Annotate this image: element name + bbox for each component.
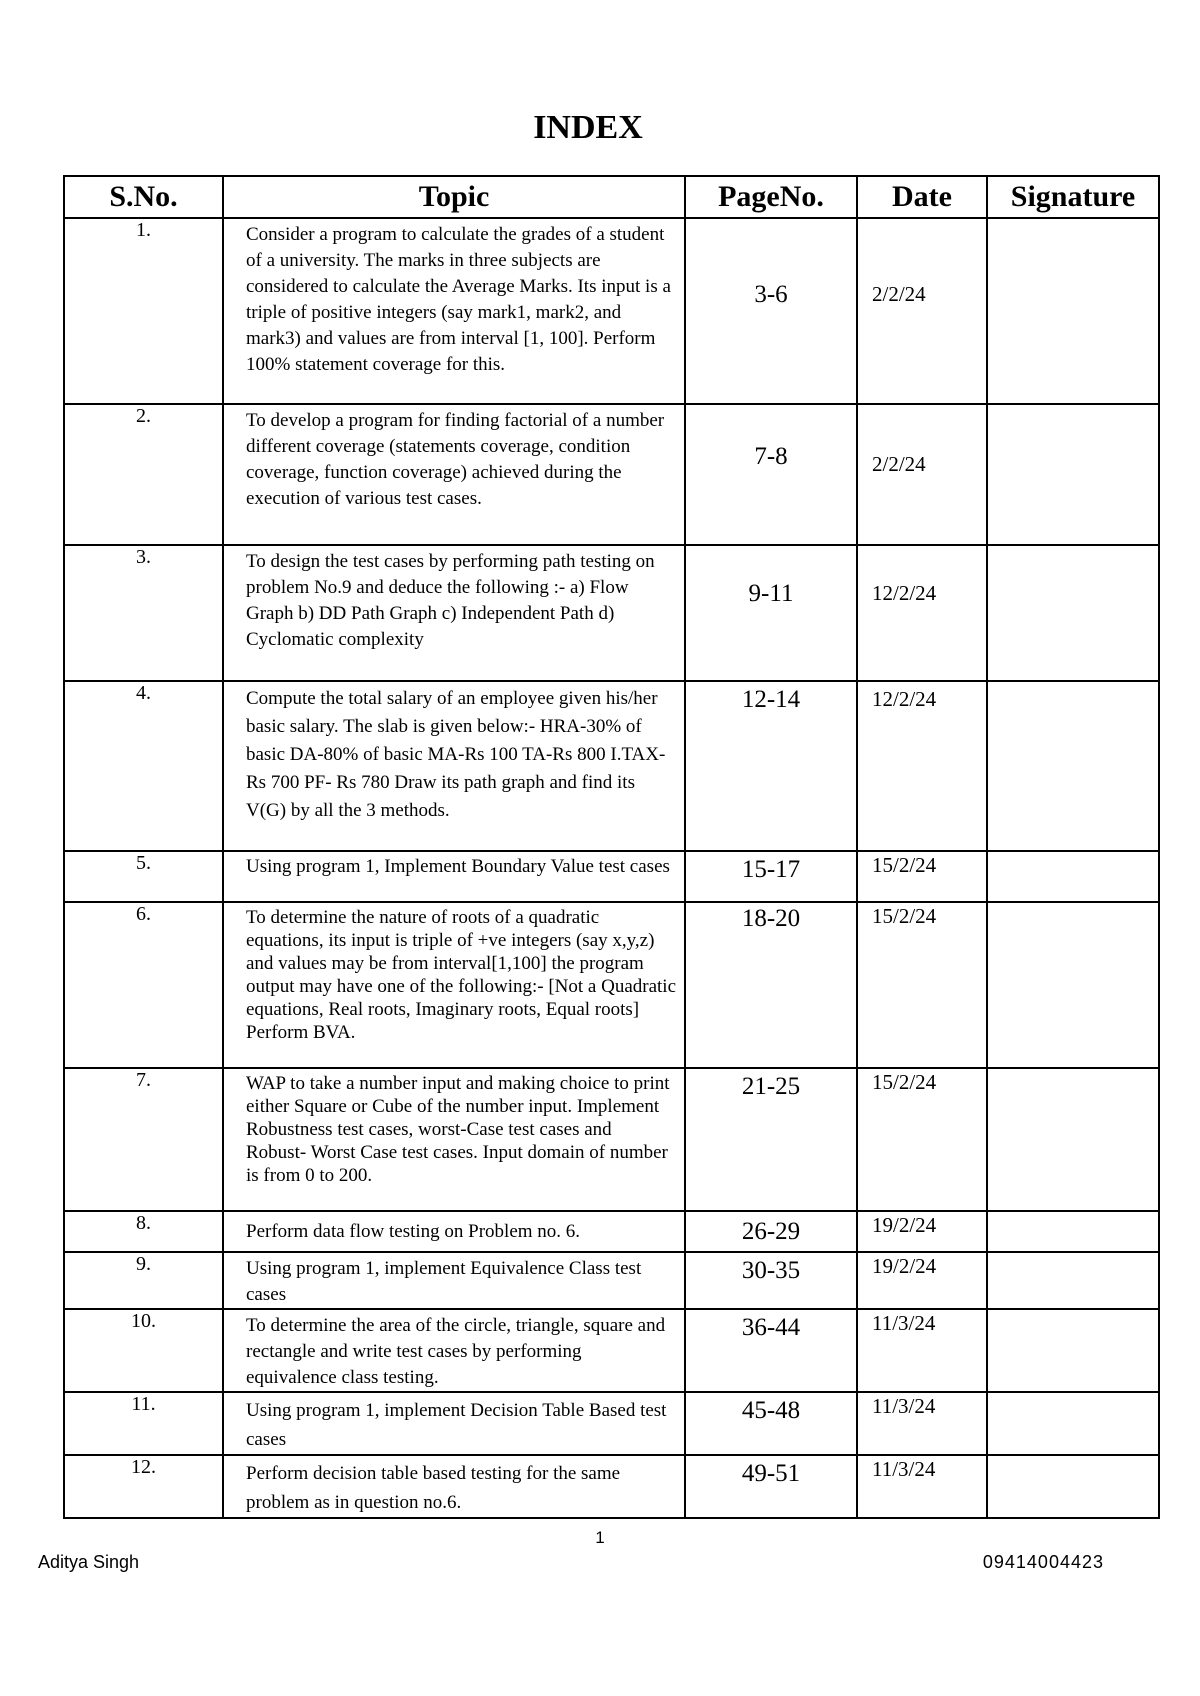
row-date: 15/2/24 (857, 851, 987, 902)
table-row (64, 681, 1159, 851)
row-sno: 11. (64, 1392, 223, 1455)
header-sno: S.No. (64, 176, 223, 218)
table-row (64, 1211, 1159, 1252)
row-topic: To develop a program for finding factorial of a number different coverage (statements coverage, condition coverage, function coverage) achieved during the execution of various test cases. (223, 404, 685, 545)
row-signature (987, 681, 1159, 851)
header-topic: Topic (223, 176, 685, 218)
table-row (64, 1068, 1159, 1211)
row-signature (987, 902, 1159, 1068)
row-date: 15/2/24 (857, 1068, 987, 1211)
row-signature (987, 1455, 1159, 1518)
page-title: INDEX (533, 109, 643, 146)
row-sno: 10. (64, 1309, 223, 1392)
table-row (64, 404, 1159, 545)
header-page: PageNo. (685, 176, 857, 218)
row-signature (987, 218, 1159, 404)
row-sno: 9. (64, 1252, 223, 1309)
table-row (64, 851, 1159, 902)
row-page: 7-8 (685, 404, 857, 545)
row-topic: Using program 1, implement Decision Table Based test cases (223, 1392, 685, 1455)
row-topic: Perform data flow testing on Problem no. 6. (223, 1211, 685, 1252)
row-date: 15/2/24 (857, 902, 987, 1068)
row-sno: 1. (64, 218, 223, 404)
row-page: 26-29 (685, 1211, 857, 1252)
row-topic: Consider a program to calculate the grades of a student of a university. The marks in three subjects are considered to calculate the Average Marks. Its input is a triple of positive integers (say mark1, mark2, and mark3) and values are from interval [1, 100]. Perform 100% statement coverage for this. (223, 218, 685, 404)
row-page: 15-17 (685, 851, 857, 902)
row-date: 2/2/24 (857, 404, 987, 545)
row-sno: 6. (64, 902, 223, 1068)
header-signature: Signature (987, 176, 1159, 218)
row-signature (987, 1068, 1159, 1211)
row-sno: 3. (64, 545, 223, 681)
row-date: 12/2/24 (857, 681, 987, 851)
row-sno: 8. (64, 1211, 223, 1252)
row-date: 19/2/24 (857, 1252, 987, 1309)
row-page: 18-20 (685, 902, 857, 1068)
row-signature (987, 545, 1159, 681)
table-row (64, 1252, 1159, 1309)
row-topic: To determine the area of the circle, triangle, square and rectangle and write test cases by performing equivalence class testing. (223, 1309, 685, 1392)
row-date: 2/2/24 (857, 218, 987, 404)
row-page: 3-6 (685, 218, 857, 404)
row-page: 21-25 (685, 1068, 857, 1211)
row-signature (987, 1252, 1159, 1309)
row-topic: To determine the nature of roots of a quadratic equations, its input is triple of +ve integers (say x,y,z) and values may be from interval[1,100] the program output may have one of the following:- [Not a Quadratic equations, Real roots, Imaginary roots, Equal roots] Perform BVA. (223, 902, 685, 1068)
author-phone: 09414004423 (982, 1552, 1104, 1572)
row-signature (987, 1211, 1159, 1252)
index-table (63, 175, 1160, 1519)
row-page: 9-11 (685, 545, 857, 681)
row-sno: 4. (64, 681, 223, 851)
row-sno: 12. (64, 1455, 223, 1518)
author-name: Aditya Singh (38, 1552, 140, 1572)
row-signature (987, 1392, 1159, 1455)
row-topic: WAP to take a number input and making choice to print either Square or Cube of the number input. Implement Robustness test cases, worst-Case test cases and Robust- Worst Case test cases. Input domain of number is from 0 to 200. (223, 1068, 685, 1211)
table-row (64, 1309, 1159, 1392)
row-signature (987, 1309, 1159, 1392)
row-page: 45-48 (685, 1392, 857, 1455)
page-number: 1 (595, 1528, 605, 1547)
row-topic: Perform decision table based testing for the same problem as in question no.6. (223, 1455, 685, 1518)
row-page: 12-14 (685, 681, 857, 851)
row-topic: Using program 1, implement Equivalence Class test cases (223, 1252, 685, 1309)
row-sno: 7. (64, 1068, 223, 1211)
row-topic: Using program 1, Implement Boundary Value test cases (223, 851, 685, 902)
row-page: 30-35 (685, 1252, 857, 1309)
row-date: 11/3/24 (857, 1309, 987, 1392)
row-date: 11/3/24 (857, 1392, 987, 1455)
row-page: 49-51 (685, 1455, 857, 1518)
row-signature (987, 404, 1159, 545)
header-date: Date (857, 176, 987, 218)
row-date: 11/3/24 (857, 1455, 987, 1518)
row-topic: Compute the total salary of an employee given his/her basic salary. The slab is given below:- HRA-30% of basic DA-80% of basic MA-Rs 100 TA-Rs 800 I.TAX- Rs 700 PF- Rs 780 Draw its path graph and find its V(G) by all the 3 methods. (223, 681, 685, 851)
row-signature (987, 851, 1159, 902)
table-row (64, 1455, 1159, 1518)
row-date: 12/2/24 (857, 545, 987, 681)
table-row (64, 218, 1159, 404)
row-page: 36-44 (685, 1309, 857, 1392)
row-topic: To design the test cases by performing path testing on problem No.9 and deduce the following :- a) Flow Graph b) DD Path Graph c) Independent Path d) Cyclomatic complexity (223, 545, 685, 681)
row-sno: 2. (64, 404, 223, 545)
table-header-row (64, 176, 1159, 218)
table-row (64, 1392, 1159, 1455)
row-date: 19/2/24 (857, 1211, 987, 1252)
table-row (64, 902, 1159, 1068)
row-sno: 5. (64, 851, 223, 902)
table-row (64, 545, 1159, 681)
